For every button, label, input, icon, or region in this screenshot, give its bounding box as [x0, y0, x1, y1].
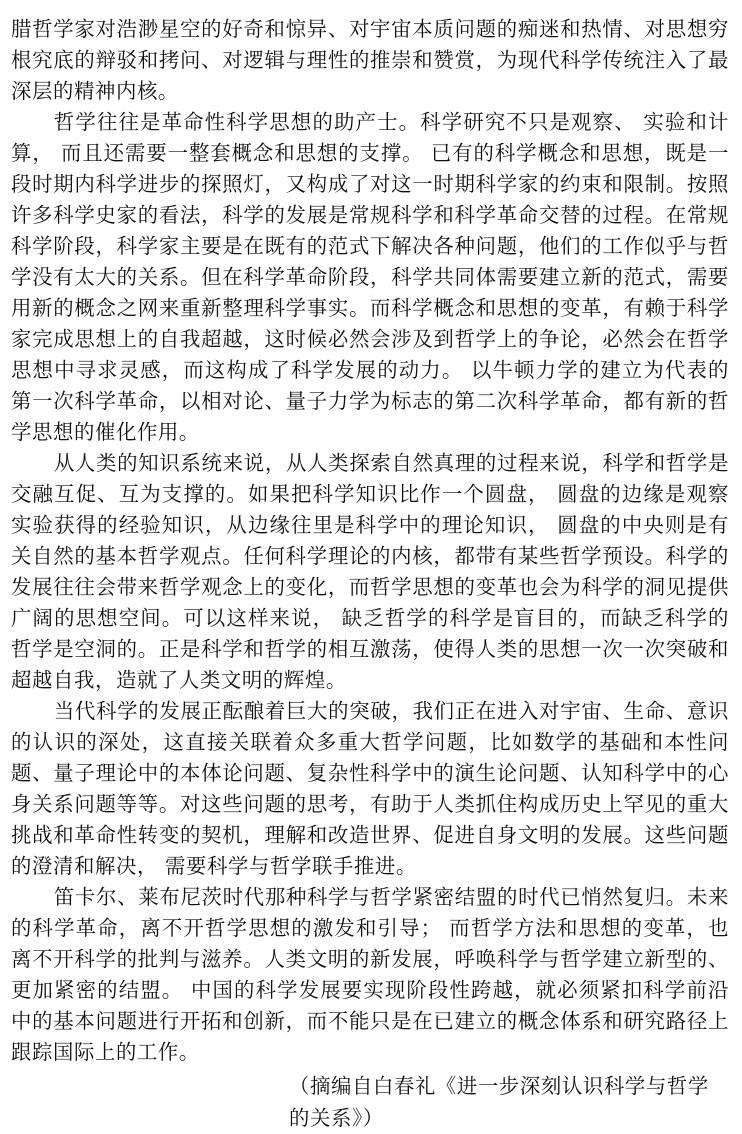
paragraph-1: 腊哲学家对浩渺星空的好奇和惊异、对宇宙本质问题的痴迷和热情、对思想穷根究底的辩驳和拷问、对逻辑与理性的推崇和赞赏，为现代科学传统注入了最深层的精神内核。 [11, 17, 729, 103]
article-page [11, 14, 729, 1134]
paragraph-3: 从人类的知识系统来说，从人类探索自然真理的过程来说，科学和哲学是交融互促、互为支撑的。如果把科学知识比作一个圆盘， 圆盘的边缘是观察实验获得的经验知识，从边缘往里是科学中的理论知识， 圆盘的中央则是有关自然的基本哲学观点。任何科学理论的内核，都带有某些哲学预设。科学的发展往往会带来哲学观念上的变化，而哲学思想的变革也会为科学的洞见提供广阔的思想空间。可以这样来说， 缺乏哲学的科学是盲目的，而缺乏科学的哲学是空洞的。正是科学和哲学的相互激荡，使得人类的思想一次一次突破和超越自我，造就了人类文明的辉煌。 [11, 451, 729, 692]
source-attribution: （摘编自白春礼《进一步深刻认识科学与哲学的关系》） [289, 1074, 709, 1130]
paragraph-4: 当代科学的发展正酝酿着巨大的突破，我们正在进入对宇宙、生命、意识的认识的深处，这直接关联着众多重大哲学问题，比如数学的基础和本性问题、量子理论中的本体论问题、复杂性科学中的演生论问题、认知科学中的心身关系问题等等。对这些问题的思考，有助于人类抓住构成历史上罕见的重大挑战和革命性转变的契机，理解和改造世界、促进自身文明的发展。这些问题的澄清和解决， 需要科学与哲学联手推进。 [11, 699, 729, 878]
paragraph-2: 哲学往往是革命性科学思想的助产士。科学研究不只是观察、 实验和计算， 而且还需要一整套概念和思想的支撑。 已有的科学概念和思想，既是一段时期内科学进步的探照灯，又构成了对这一时期科学家的约束和限制。按照许多科学史家的看法，科学的发展是常规科学和科学革命交替的过程。在常规科学阶段，科学家主要是在既有的范式下解决各种问题，他们的工作似乎与哲学没有太大的关系。但在科学革命阶段，科学共同体需要建立新的范式，需要用新的概念之网来重新整理科学事实。而科学概念和思想的变革，有赖于科学家完成思想上的自我超越，这时候必然会涉及到哲学上的争论，必然会在哲学思想中寻求灵感，而这构成了科学发展的动力。 以牛顿力学的建立为代表的第一次科学革命，以相对论、量子力学为标志的第二次科学革命，都有新的哲学思想的催化作用。 [11, 110, 729, 444]
paragraph-5: 笛卡尔、莱布尼茨时代那种科学与哲学紧密结盟的时代已悄然复归。未来的科学革命，离不开哲学思想的激发和引导； 而哲学方法和思想的变革，也离不开科学的批判与滋养。人类文明的新发展，呼唤科学与哲学建立新型的、更加紧密的结盟。 中国的科学发展要实现阶段性跨越，就必须紧扣科学前沿中的基本问题进行开拓和创新，而不能只是在已建立的概念体系和研究路径上跟踪国际上的工作。 [11, 885, 729, 1064]
